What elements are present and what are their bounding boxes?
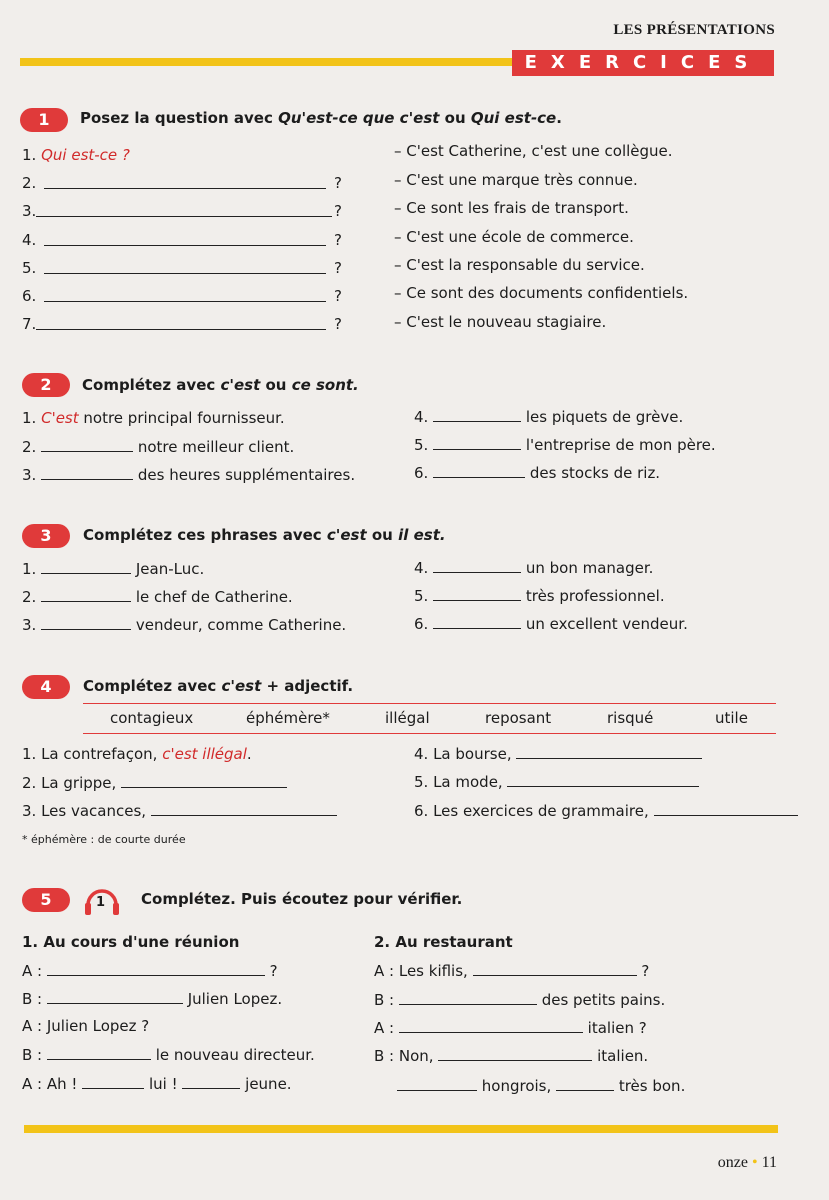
item-number: 4. (414, 408, 429, 426)
speaker: A : (374, 1019, 395, 1037)
instr-text: il est. (398, 526, 446, 544)
item-text: très professionnel. (521, 587, 665, 605)
ex2-item (414, 463, 660, 482)
speaker: B : (22, 990, 43, 1008)
item-number: 1. (22, 146, 42, 164)
ex1-response: – C'est la responsable du service. (394, 256, 645, 274)
footer-yellow-rule (24, 1125, 778, 1133)
section-title: LES PRÉSENTATIONS (613, 22, 775, 38)
item-number: 5. (414, 436, 429, 454)
answer-blank[interactable] (433, 435, 521, 450)
dialog-2-line (374, 961, 649, 980)
exercise-1-instruction (80, 109, 562, 127)
speaker: A : Ah ! (22, 1075, 78, 1093)
line-text: ? (641, 962, 650, 980)
dialog-1-line (22, 1045, 315, 1064)
line-text: jeune. (245, 1075, 292, 1093)
ex1-response: – C'est le nouveau stagiaire. (394, 313, 607, 331)
item-text: Jean-Luc. (131, 560, 205, 578)
ex1-row (22, 231, 36, 249)
speaker: B : (374, 991, 395, 1009)
item-text: l'entreprise de mon père. (521, 436, 716, 454)
instr-text: c'est (220, 376, 261, 394)
dialog-1-line (22, 1074, 292, 1093)
ex2-item (22, 465, 355, 484)
ex2-item (414, 435, 716, 454)
item-number: 3. (22, 616, 37, 634)
answer-blank[interactable] (47, 989, 183, 1004)
dialog-2-line (374, 1018, 647, 1037)
exercise-1-badge: 1 (20, 108, 68, 132)
answer-blank[interactable] (433, 558, 521, 573)
instr-text: + adjectif. (261, 677, 354, 695)
ex1-response: – Ce sont les frais de transport. (394, 199, 629, 217)
ex3-item (22, 587, 293, 606)
exercise-5-badge: 5 (22, 888, 70, 912)
word-box-bottom-rule (83, 733, 776, 734)
item-number: 3. (22, 466, 37, 484)
answer-blank[interactable] (47, 1045, 151, 1060)
question-mark: ? (334, 287, 342, 305)
answer-blank[interactable] (41, 559, 131, 574)
example-answer: c'est illégal (162, 745, 247, 763)
line-text: italien ? (587, 1019, 647, 1037)
footnote: * éphémère : de courte durée (22, 833, 186, 846)
exercise-3-badge: 3 (22, 524, 70, 548)
answer-blank[interactable] (182, 1074, 240, 1089)
answer-blank[interactable] (151, 801, 337, 816)
item-text: vendeur, comme Catherine. (131, 616, 347, 634)
instr-text: ce sont. (291, 376, 359, 394)
ex3-item (414, 558, 653, 577)
headphones-icon[interactable] (82, 881, 122, 921)
speaker: A : (22, 962, 43, 980)
track-number: 1 (96, 895, 106, 910)
answer-blank[interactable] (41, 587, 131, 602)
item-text: un excellent vendeur. (521, 615, 688, 633)
word-bank-item: éphémère* (246, 709, 330, 727)
answer-blank[interactable] (433, 614, 521, 629)
ex2-item (414, 407, 683, 426)
question-mark: ? (334, 202, 342, 220)
ex1-response: – Ce sont des documents confidentiels. (394, 284, 689, 302)
example-answer: C'est (41, 409, 79, 427)
instr-text: Complétez avec (82, 376, 221, 394)
instr-text: Complétez ces phrases avec (83, 526, 327, 544)
dialog-1-line (22, 961, 278, 980)
exercise-4-badge: 4 (22, 675, 70, 699)
exercices-banner: EXERCICES (512, 50, 774, 76)
instr-text: . (556, 109, 562, 127)
line-text: ? (269, 962, 278, 980)
line-text: très bon. (618, 1077, 686, 1095)
question-mark: ? (334, 174, 342, 192)
ex1-response: – C'est une école de commerce. (394, 228, 634, 246)
item-text: 4. La bourse, (414, 745, 517, 763)
answer-blank[interactable] (44, 174, 326, 189)
line-text: Julien Lopez. (187, 990, 283, 1008)
item-number: 1. (22, 409, 37, 427)
item-text: un bon manager. (521, 559, 654, 577)
dialog-2-line (397, 1076, 685, 1095)
item-text: 5. La mode, (414, 773, 508, 791)
instr-text: c'est (326, 526, 367, 544)
exercise-2-badge: 2 (22, 373, 70, 397)
answer-blank[interactable] (516, 744, 702, 759)
answer-blank[interactable] (433, 463, 525, 478)
item-number: 2. (22, 438, 37, 456)
ex3-item (414, 614, 688, 633)
ex3-item (22, 559, 204, 578)
speaker: A : Les kiflis, (374, 962, 468, 980)
page-number: 11 (761, 1154, 777, 1171)
dialog-2-line (374, 990, 665, 1009)
line-text: lui ! (148, 1075, 178, 1093)
word-bank-item: utile (715, 709, 748, 727)
ex4-item (22, 745, 252, 763)
item-number: 2. (22, 588, 37, 606)
answer-blank[interactable] (556, 1076, 614, 1091)
instr-text: ou (260, 376, 292, 394)
answer-blank[interactable] (36, 202, 332, 217)
item-text: notre principal fournisseur. (78, 409, 285, 427)
answer-blank[interactable] (433, 586, 521, 601)
ex1-row (22, 202, 36, 220)
item-number: 5. (414, 587, 429, 605)
answer-blank[interactable] (438, 1046, 592, 1061)
answer-blank[interactable] (47, 961, 265, 976)
item-text: . (246, 745, 252, 763)
header-yellow-rule (20, 58, 513, 66)
answer-blank[interactable] (44, 259, 326, 274)
item-number: 6. (414, 615, 429, 633)
ex4-item (22, 801, 337, 820)
item-text: le chef de Catherine. (131, 588, 293, 606)
item-number: 6. (414, 464, 429, 482)
item-text: 3. Les vacances, (22, 802, 151, 820)
answer-blank[interactable] (654, 801, 798, 816)
item-number: 7. (22, 315, 37, 333)
dialog-1-line (22, 989, 282, 1008)
ex4-item (414, 744, 702, 763)
instr-text: Posez la question avec (80, 109, 279, 127)
exercise-3-instruction (83, 526, 446, 544)
item-text: 1. La contrefaçon, (22, 745, 163, 763)
answer-blank[interactable] (121, 773, 287, 788)
item-number: 2. (22, 174, 37, 192)
answer-blank[interactable] (41, 465, 133, 480)
answer-blank[interactable] (507, 772, 699, 787)
page-word: onze (717, 1154, 748, 1171)
answer-blank[interactable] (433, 407, 521, 422)
ex3-item (22, 615, 346, 634)
word-bank-item: risqué (607, 709, 654, 727)
answer-blank[interactable] (44, 231, 326, 246)
speaker: B : (22, 1046, 43, 1064)
instr-text: c'est (221, 677, 262, 695)
exercise-2-instruction (82, 376, 359, 394)
item-text: des heures supplémentaires. (133, 466, 356, 484)
exercise-4-instruction (83, 677, 353, 695)
ex4-item (414, 801, 798, 820)
question-mark: ? (334, 259, 342, 277)
dialog-1-title: 1. Au cours d'une réunion (22, 933, 240, 951)
line-text: italien. (597, 1047, 649, 1065)
instr-text: ou (439, 109, 471, 127)
speaker: B : Non, (374, 1047, 434, 1065)
footer-bullet: • (751, 1154, 758, 1171)
dialog-2-line (374, 1046, 648, 1065)
ex4-item (414, 772, 699, 791)
line-text: le nouveau directeur. (155, 1046, 315, 1064)
item-number: 4. (414, 559, 429, 577)
ex2-item (22, 409, 285, 427)
item-number: 5. (22, 259, 37, 277)
item-number: 6. (22, 287, 37, 305)
dialog-2-title: 2. Au restaurant (374, 933, 513, 951)
line-text: des petits pains. (541, 991, 666, 1009)
item-text: notre meilleur client. (133, 438, 295, 456)
page-footer (718, 1154, 777, 1172)
ex1-row (22, 315, 36, 333)
exercise-5-instruction: Complétez. Puis écoutez pour vérifier. (141, 890, 463, 908)
answer-blank[interactable] (41, 437, 133, 452)
item-text: des stocks de riz. (525, 464, 661, 482)
answer-blank[interactable] (82, 1074, 144, 1089)
question-mark: ? (334, 231, 342, 249)
ex4-item (22, 773, 287, 792)
ex1-row (22, 287, 36, 305)
instr-text: Complétez avec (83, 677, 222, 695)
item-text: les piquets de grève. (521, 408, 684, 426)
instr-text: Qu'est-ce que c'est (278, 109, 440, 127)
item-text: 6. Les exercices de grammaire, (414, 802, 654, 820)
answer-blank[interactable] (41, 615, 131, 630)
word-box-top-rule (83, 703, 776, 704)
answer-blank[interactable] (44, 287, 326, 302)
ex1-example (22, 146, 130, 164)
ex1-response: – C'est Catherine, c'est une collègue. (394, 142, 673, 160)
item-number: 1. (22, 560, 37, 578)
line-text: hongrois, (481, 1077, 552, 1095)
question-mark: ? (334, 315, 342, 333)
example-answer: Qui est-ce ? (41, 146, 130, 164)
ex2-item (22, 437, 294, 456)
dialog-1-line: A : Julien Lopez ? (22, 1017, 150, 1035)
answer-blank[interactable] (397, 1076, 477, 1091)
word-bank-item: reposant (485, 709, 552, 727)
word-bank-item: contagieux (110, 709, 194, 727)
item-text: 2. La grippe, (22, 774, 122, 792)
answer-blank[interactable] (36, 315, 326, 330)
ex1-row (22, 259, 36, 277)
item-number: 3. (22, 202, 37, 220)
item-number: 4. (22, 231, 37, 249)
ex1-response: – C'est une marque très connue. (394, 171, 638, 189)
answer-blank[interactable] (399, 1018, 583, 1033)
ex3-item (414, 586, 665, 605)
instr-text: Qui est-ce (470, 109, 557, 127)
answer-blank[interactable] (473, 961, 637, 976)
ex1-row (22, 174, 36, 192)
answer-blank[interactable] (399, 990, 537, 1005)
instr-text: ou (366, 526, 399, 544)
word-bank-item: illégal (385, 709, 430, 727)
